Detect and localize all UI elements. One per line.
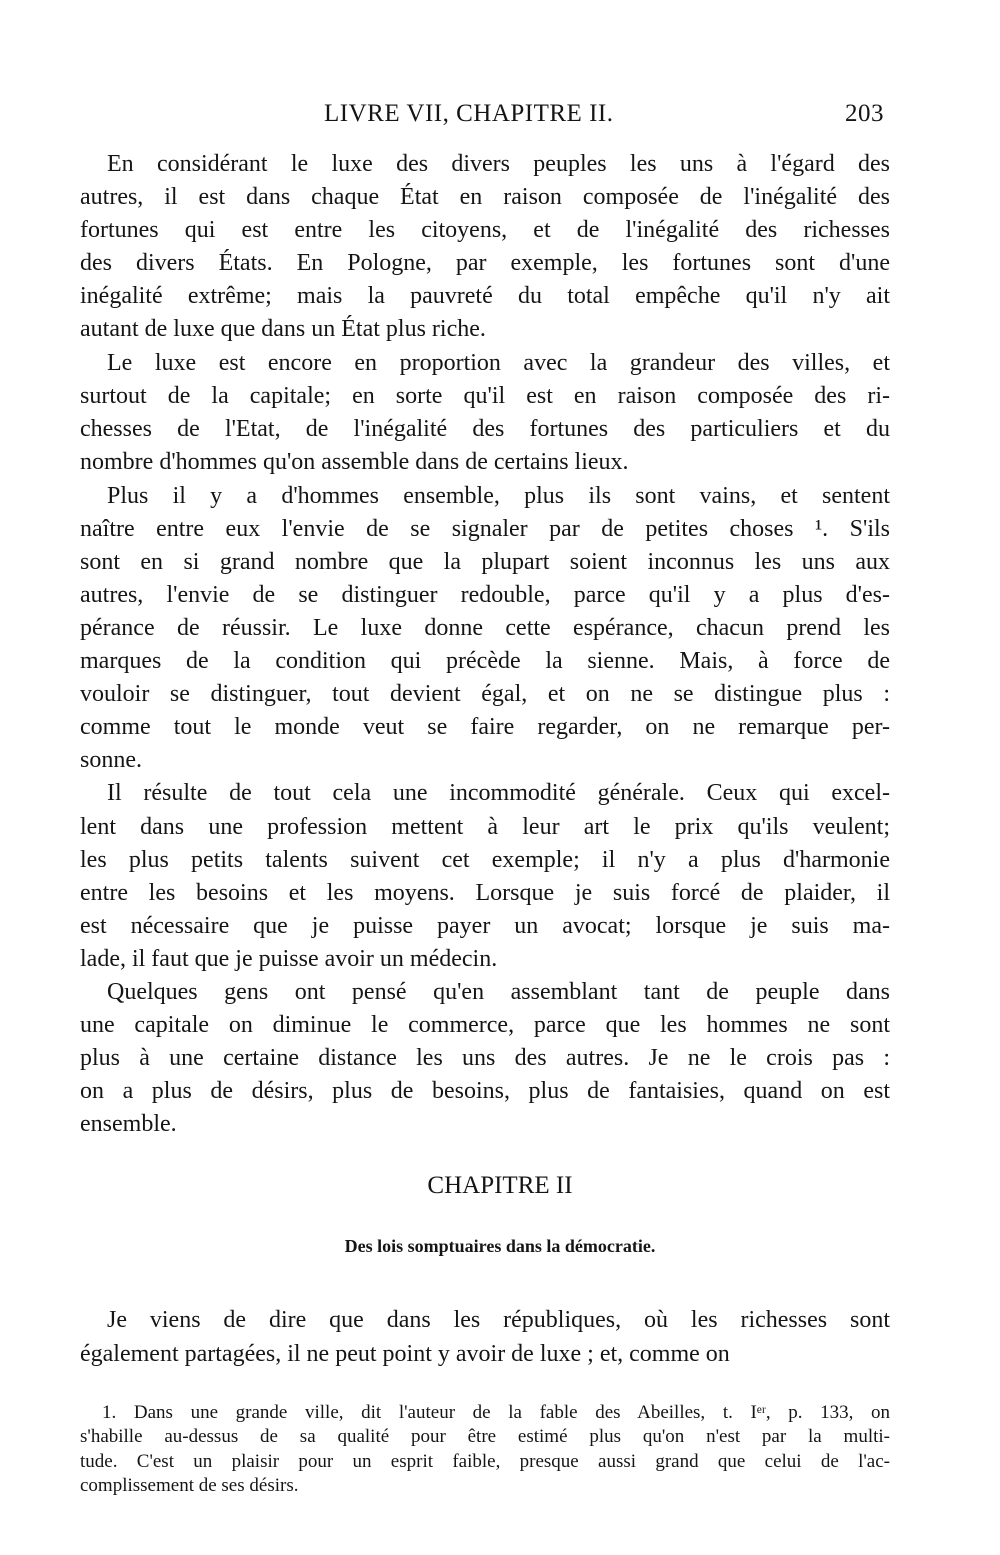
text-line: marques de la condition qui précède la sienne. Mais, à force de xyxy=(80,647,890,674)
footnote-line: s'habille au-dessus de sa qualité pour être estimé plus qu'on n'est par la multi- xyxy=(80,1426,890,1448)
footnote-line: 1. Dans une grande ville, dit l'auteur de la fable des Abeilles, t. Iᵉʳ, p. 133, on xyxy=(102,1402,890,1423)
text-line: Quelques gens ont pensé qu'en assemblant tant de peuple dans xyxy=(107,979,890,1006)
text-line: fortunes qui est entre les citoyens, et de l'inégalité des richesses xyxy=(80,217,890,244)
text-line: ensemble. xyxy=(80,1111,177,1138)
text-line: Plus il y a d'hommes ensemble, plus ils sont vains, et sentent xyxy=(107,482,890,509)
text-line: les plus petits talents suivent cet exemple; il n'y a plus d'harmonie xyxy=(80,846,890,873)
text-line: des divers États. En Pologne, par exemple, les fortunes sont d'une xyxy=(80,250,890,277)
text-line: inégalité extrême; mais la pauvreté du total empêche qu'il n'y ait xyxy=(80,283,890,310)
text-line: autres, il est dans chaque État en raison composée de l'inégalité des xyxy=(80,184,890,211)
text-line: Je viens de dire que dans les républiques, où les richesses sont xyxy=(107,1307,890,1333)
text-line: on a plus de désirs, plus de besoins, plus de fantaisies, quand on est xyxy=(80,1078,890,1105)
text-line: lade, il faut que je puisse avoir un médecin. xyxy=(80,945,498,972)
text-line: comme tout le monde veut se faire regarder, on ne remarque per- xyxy=(80,713,890,740)
chapter-subtitle: Des lois somptuaires dans la démocratie. xyxy=(344,1236,656,1256)
running-title: LIVRE VII, CHAPITRE II. xyxy=(324,100,614,127)
footnote-line: tude. C'est un plaisir pour un esprit faible, presque aussi grand que celui de l'ac- xyxy=(80,1450,890,1472)
text-line: est nécessaire que je puisse payer un avocat; lorsque je suis ma- xyxy=(80,912,890,939)
text-line: vouloir se distinguer, tout devient égal, et on ne se distingue plus : xyxy=(80,680,890,707)
text-line: En considérant le luxe des divers peuples les uns à l'égard des xyxy=(107,151,890,177)
text-line: sont en si grand nombre que la plupart soient inconnus les uns aux xyxy=(80,548,890,575)
chapter-title: CHAPITRE II xyxy=(427,1172,573,1199)
text-line: autant de luxe que dans un État plus riche. xyxy=(80,316,486,343)
text-line: lent dans une profession mettent à leur art le prix qu'ils veulent; xyxy=(80,813,890,840)
text-line: pérance de réussir. Le luxe donne cette espérance, chacun prend les xyxy=(80,614,890,641)
text-line: plus à une certaine distance les uns des autres. Je ne le crois pas : xyxy=(80,1045,890,1072)
text-line: surtout de la capitale; en sorte qu'il est en raison composée des ri- xyxy=(80,382,890,409)
text-line: naître entre eux l'envie de se signaler par de petites choses ¹. S'ils xyxy=(80,515,890,542)
text-line: sonne. xyxy=(80,746,142,773)
text-line: chesses de l'Etat, de l'inégalité des fortunes des particuliers et du xyxy=(80,415,890,442)
text-line: entre les besoins et les moyens. Lorsque je suis forcé de plaider, il xyxy=(80,879,890,906)
text-line: Il résulte de tout cela une incommodité générale. Ceux qui excel- xyxy=(107,780,890,807)
footnote-line: complissement de ses désirs. xyxy=(80,1474,299,1496)
text-line: une capitale on diminue le commerce, parce que les hommes ne sont xyxy=(80,1012,890,1039)
page-number: 203 xyxy=(845,100,884,127)
text-line: Le luxe est encore en proportion avec la grandeur des villes, et xyxy=(107,349,890,376)
text-line: également partagées, il ne peut point y avoir de luxe ; et, comme on xyxy=(80,1340,730,1367)
text-line: nombre d'hommes qu'on assemble dans de certains lieux. xyxy=(80,448,629,475)
text-line: autres, l'envie de se distinguer redouble, parce qu'il y a plus d'es- xyxy=(80,581,890,608)
